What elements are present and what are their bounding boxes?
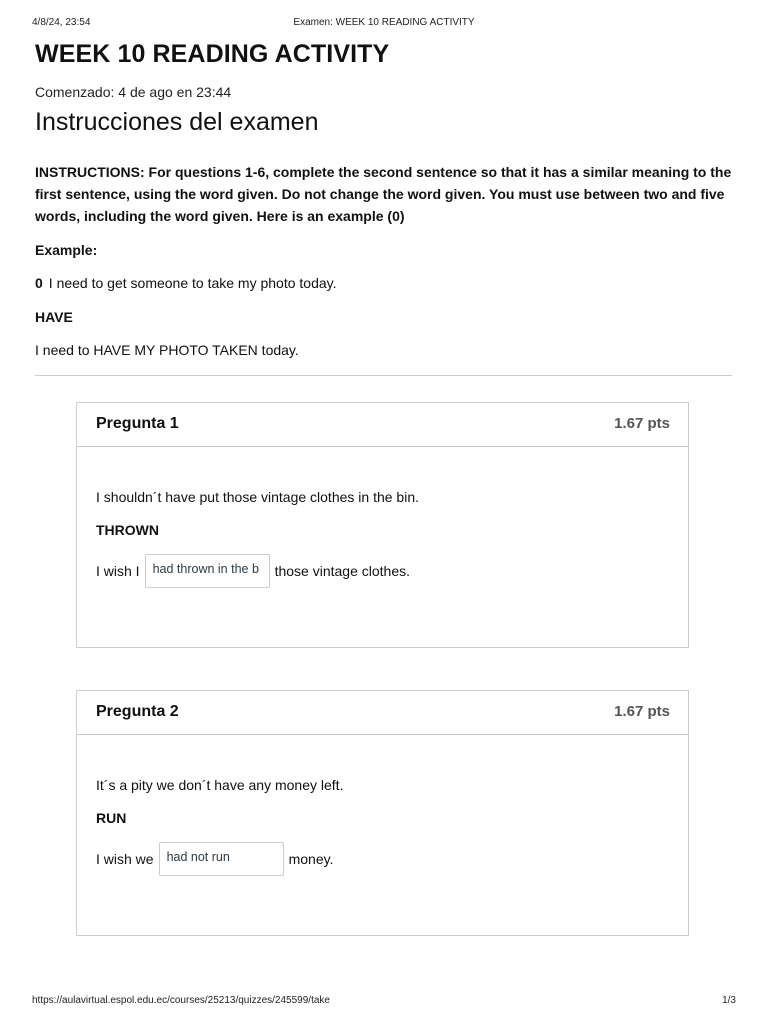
print-footer — [32, 995, 736, 1009]
question-card-1 — [76, 402, 689, 648]
example-sentence — [35, 275, 337, 291]
question-sentence: It´s a pity we don´t have any money left. — [96, 777, 344, 793]
answer-prefix: I wish we — [96, 851, 154, 867]
example-sentence-text: I need to get someone to take my photo today. — [48, 275, 337, 291]
print-header — [32, 17, 736, 31]
question-points: 1.67 pts — [614, 703, 670, 720]
example-number: 0 — [35, 275, 43, 291]
answer-suffix: those vintage clothes. — [274, 563, 410, 579]
print-document-title: Examen: WEEK 10 READING ACTIVITY — [293, 17, 475, 28]
page-number: 1/3 — [722, 995, 736, 1006]
question-header — [77, 403, 688, 447]
question-key-word: THROWN — [96, 522, 159, 538]
question-title: Pregunta 2 — [96, 703, 179, 720]
instructions-text: INSTRUCTIONS: For questions 1-6, complete the second sentence so that it has a similar meaning to the first sentence, using the word given. Do not change the word given. You must use between two and five words, including the word given. Here is an example (0) — [35, 164, 732, 224]
answer-line — [96, 553, 410, 589]
question-title: Pregunta 1 — [96, 415, 179, 432]
answer-prefix: I wish I — [96, 563, 140, 579]
example-key-word: HAVE — [35, 309, 73, 325]
print-datetime: 4/8/24, 23:54 — [32, 17, 91, 28]
instructions-heading: Instrucciones del examen — [35, 108, 319, 136]
answer-suffix: money. — [288, 851, 334, 867]
question-card-2 — [76, 690, 689, 936]
example-answer: I need to HAVE MY PHOTO TAKEN today. — [35, 342, 299, 358]
page-title: WEEK 10 READING ACTIVITY — [35, 40, 390, 68]
question-points: 1.67 pts — [614, 415, 670, 432]
answer-line — [96, 841, 333, 877]
question-key-word: RUN — [96, 810, 127, 826]
answer-input[interactable]: had not run — [159, 842, 284, 876]
page-url: https://aulavirtual.espol.edu.ec/courses/25213/quizzes/245599/take — [32, 995, 330, 1006]
question-header — [77, 691, 688, 735]
question-sentence: I shouldn´t have put those vintage clothes in the bin. — [96, 489, 419, 505]
answer-input[interactable]: had thrown in the b — [145, 554, 270, 588]
example-label: Example: — [35, 242, 98, 258]
started-timestamp: Comenzado: 4 de ago en 23:44 — [35, 84, 232, 100]
divider — [35, 375, 732, 376]
